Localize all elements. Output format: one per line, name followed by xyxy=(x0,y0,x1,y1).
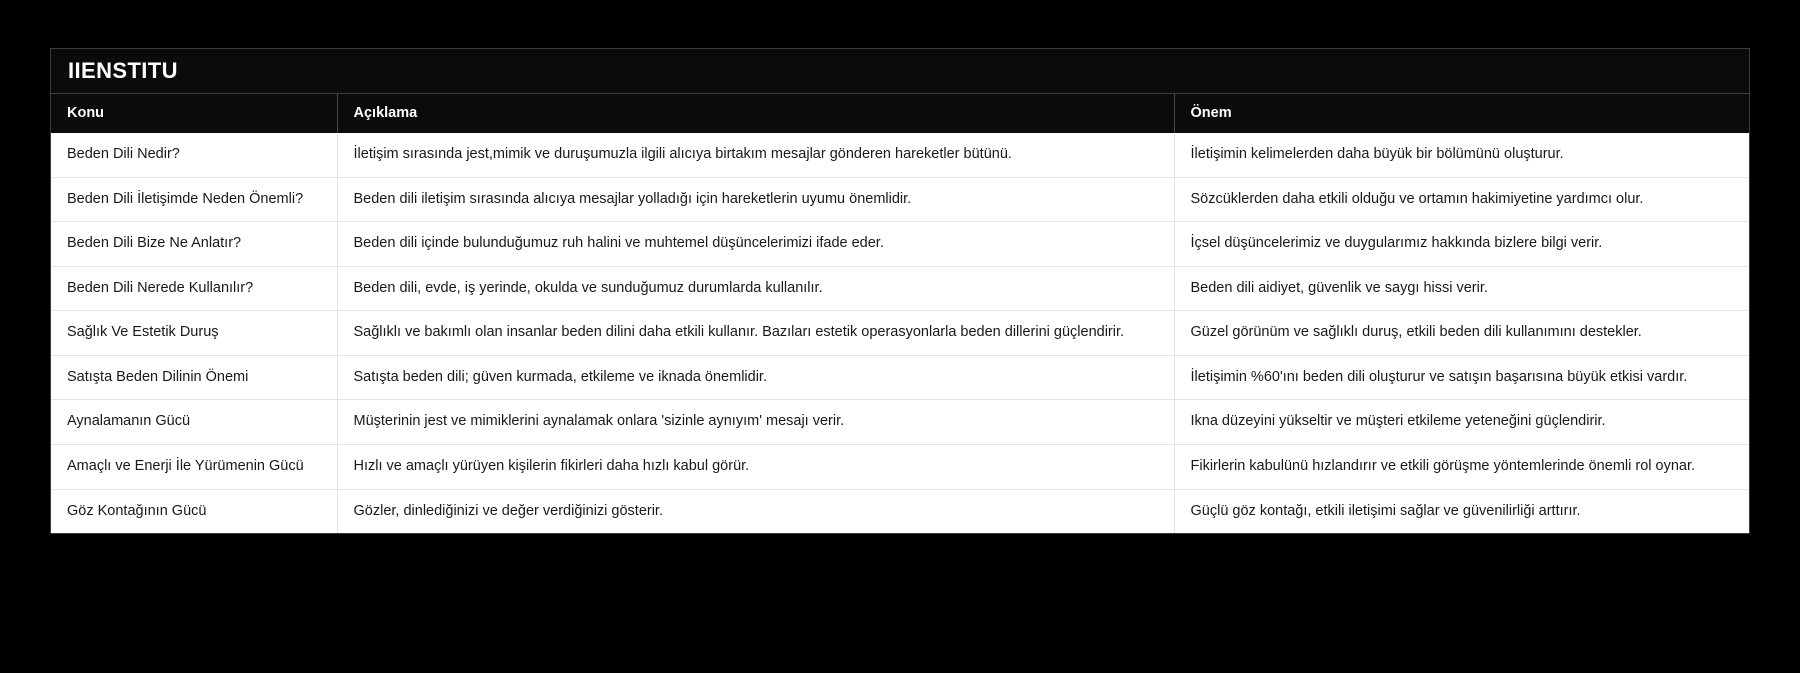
cell-konu: Beden Dili Bize Ne Anlatır? xyxy=(51,222,337,267)
table-row xyxy=(51,311,1749,356)
cell-aciklama: Beden dili içinde bulunduğumuz ruh halini ve muhtemel düşüncelerimizi ifade eder. xyxy=(337,222,1174,267)
table-row xyxy=(51,177,1749,222)
cell-aciklama: Gözler, dinlediğinizi ve değer verdiğinizi gösterir. xyxy=(337,489,1174,533)
brand-bar xyxy=(51,49,1749,94)
cell-aciklama: Beden dili, evde, iş yerinde, okulda ve sunduğumuz durumlarda kullanılır. xyxy=(337,266,1174,311)
brand-logo: IIENSTITU xyxy=(68,58,178,83)
table-head xyxy=(51,94,1749,133)
table-row xyxy=(51,400,1749,445)
column-header-konu: Konu xyxy=(51,94,337,133)
cell-konu: Amaçlı ve Enerji İle Yürümenin Gücü xyxy=(51,445,337,490)
body-language-table xyxy=(51,94,1749,533)
table-row xyxy=(51,355,1749,400)
table-row xyxy=(51,489,1749,533)
cell-konu: Aynalamanın Gücü xyxy=(51,400,337,445)
table-row xyxy=(51,133,1749,177)
cell-onem: İletişimin kelimelerden daha büyük bir bölümünü oluşturur. xyxy=(1174,133,1749,177)
cell-onem: İçsel düşüncelerimiz ve duygularımız hakkında bizlere bilgi verir. xyxy=(1174,222,1749,267)
column-header-aciklama: Açıklama xyxy=(337,94,1174,133)
cell-konu: Satışta Beden Dilinin Önemi xyxy=(51,355,337,400)
table-row xyxy=(51,222,1749,267)
cell-onem: Beden dili aidiyet, güvenlik ve saygı hissi verir. xyxy=(1174,266,1749,311)
cell-onem: Güzel görünüm ve sağlıklı duruş, etkili beden dili kullanımını destekler. xyxy=(1174,311,1749,356)
cell-onem: Ikna düzeyini yükseltir ve müşteri etkileme yeteneğini güçlendirir. xyxy=(1174,400,1749,445)
table-row xyxy=(51,266,1749,311)
cell-konu: Sağlık Ve Estetik Duruş xyxy=(51,311,337,356)
cell-onem: Sözcüklerden daha etkili olduğu ve ortamın hakimiyetine yardımcı olur. xyxy=(1174,177,1749,222)
cell-onem: Fikirlerin kabulünü hızlandırır ve etkili görüşme yöntemlerinde önemli rol oynar. xyxy=(1174,445,1749,490)
cell-konu: Beden Dili İletişimde Neden Önemli? xyxy=(51,177,337,222)
cell-aciklama: Müşterinin jest ve mimiklerini aynalamak onlara 'sizinle aynıyım' mesajı verir. xyxy=(337,400,1174,445)
table-card xyxy=(50,48,1750,534)
table-body xyxy=(51,133,1749,533)
cell-aciklama: Hızlı ve amaçlı yürüyen kişilerin fikirleri daha hızlı kabul görür. xyxy=(337,445,1174,490)
cell-aciklama: Beden dili iletişim sırasında alıcıya mesajlar yolladığı için hareketlerin uyumu önemlidir. xyxy=(337,177,1174,222)
cell-aciklama: Satışta beden dili; güven kurmada, etkileme ve iknada önemlidir. xyxy=(337,355,1174,400)
cell-aciklama: İletişim sırasında jest,mimik ve duruşumuzla ilgili alıcıya birtakım mesajlar gönderen hareketler bütünü. xyxy=(337,133,1174,177)
cell-onem: Güçlü göz kontağı, etkili iletişimi sağlar ve güvenilirliği arttırır. xyxy=(1174,489,1749,533)
table-row xyxy=(51,445,1749,490)
cell-aciklama: Sağlıklı ve bakımlı olan insanlar beden dilini daha etkili kullanır. Bazıları estetik operasyonlarla beden dillerini güçlendirir. xyxy=(337,311,1174,356)
column-header-onem: Önem xyxy=(1174,94,1749,133)
cell-konu: Beden Dili Nedir? xyxy=(51,133,337,177)
table-header-row xyxy=(51,94,1749,133)
cell-konu: Göz Kontağının Gücü xyxy=(51,489,337,533)
cell-konu: Beden Dili Nerede Kullanılır? xyxy=(51,266,337,311)
cell-onem: İletişimin %60'ını beden dili oluşturur ve satışın başarısına büyük etkisi vardır. xyxy=(1174,355,1749,400)
